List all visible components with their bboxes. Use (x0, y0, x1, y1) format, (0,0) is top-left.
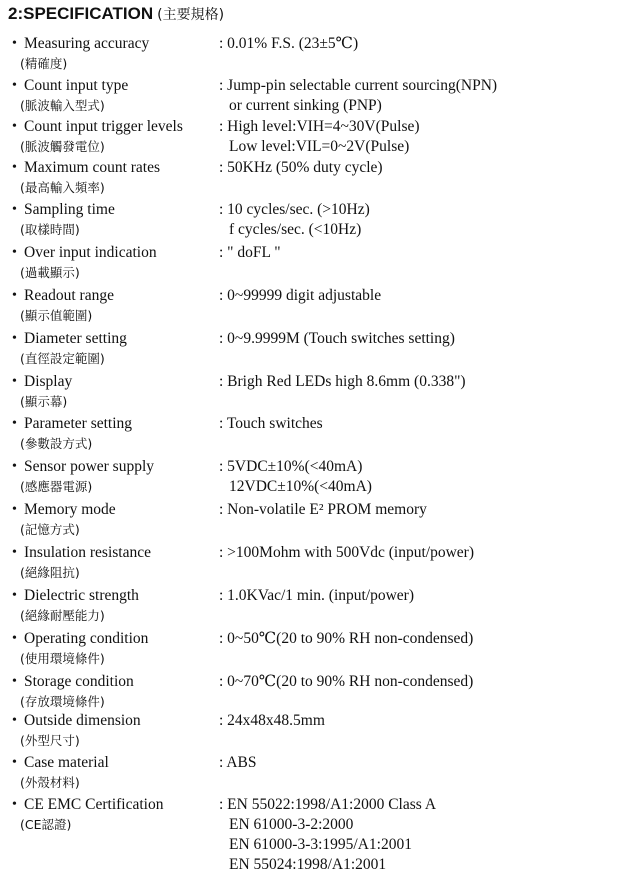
spec-label-chinese: (直徑設定範圍) (20, 351, 105, 366)
spec-value-line: : 0~9.9999M (Touch switches setting) (219, 330, 455, 347)
spec-value-line: : >100Mohm with 500Vdc (input/power) (219, 544, 474, 561)
bullet-icon: • (12, 545, 17, 560)
spec-value (219, 414, 323, 434)
bullet-icon: • (12, 502, 17, 517)
bullet-icon: • (12, 202, 17, 217)
spec-value (219, 372, 466, 392)
spec-label-chinese: (CE認證) (20, 817, 72, 832)
spec-label: Count input trigger levels (24, 118, 183, 135)
spec-value-line: : Brigh Red LEDs high 8.6mm (0.338") (219, 373, 466, 390)
spec-value-line: : 0~99999 digit adjustable (219, 287, 382, 304)
spec-value (219, 457, 372, 497)
spec-label: Sensor power supply (24, 458, 155, 475)
bullet-icon: • (12, 631, 17, 646)
spec-label: Memory mode (24, 501, 116, 518)
spec-value (219, 243, 281, 263)
spec-value-line: : 24x48x48.5mm (219, 712, 325, 729)
spec-label-chinese: (脈波觸發電位) (20, 139, 105, 154)
spec-label-chinese: (絕緣耐壓能力) (20, 608, 105, 623)
spec-label: Sampling time (24, 201, 115, 218)
spec-value-line: f cycles/sec. (<10Hz) (229, 221, 362, 238)
spec-value (219, 753, 256, 773)
spec-label: Count input type (24, 77, 129, 94)
spec-label: Parameter setting (24, 415, 133, 432)
spec-label: Diameter setting (24, 330, 127, 347)
spec-label-chinese: (使用環境條件) (20, 651, 105, 666)
spec-value-line: : ABS (219, 754, 257, 771)
spec-value-line: : EN 55022:1998/A1:2000 Class A (219, 796, 437, 813)
bullet-icon: • (12, 160, 17, 175)
spec-value (219, 117, 420, 157)
spec-label: Maximum count rates (24, 159, 161, 176)
spec-value (219, 158, 383, 178)
spec-label: Measuring accuracy (24, 35, 150, 52)
bullet-icon: • (12, 459, 17, 474)
spec-label-chinese: (參數設方式) (20, 436, 93, 451)
bullet-icon: • (12, 119, 17, 134)
bullet-icon: • (12, 78, 17, 93)
bullet-icon: • (12, 713, 17, 728)
spec-label-chinese: (最高輸入頻率) (20, 180, 105, 195)
bullet-icon: • (12, 674, 17, 689)
spec-value-line: Low level:VIL=0~2V(Pulse) (229, 138, 410, 155)
spec-label-chinese: (精確度) (20, 56, 68, 71)
spec-label-chinese: (存放環境條件) (20, 694, 105, 709)
spec-label-chinese: (過載顯示) (20, 265, 80, 280)
spec-label-chinese: (絕緣阻抗) (20, 565, 80, 580)
spec-value-line: : 0~50℃(20 to 90% RH non-condensed) (219, 630, 474, 647)
spec-value (219, 672, 473, 692)
spec-value (219, 500, 427, 520)
spec-subtitle: (主要規格) (157, 7, 225, 23)
spec-value-line: : 0~70℃(20 to 90% RH non-condensed) (219, 673, 474, 690)
spec-value-line: 12VDC±10%(<40mA) (229, 478, 372, 495)
spec-value-line: : 5VDC±10%(<40mA) (219, 458, 363, 475)
spec-label-chinese: (脈波輸入型式) (20, 98, 105, 113)
spec-value-line: : 0.01% F.S. (23±5℃) (219, 35, 359, 52)
spec-label: Outside dimension (24, 712, 141, 729)
spec-label: CE EMC Certification (24, 796, 164, 813)
spec-label: Insulation resistance (24, 544, 151, 561)
bullet-icon: • (12, 288, 17, 303)
spec-value (219, 76, 497, 116)
spec-label-chinese: (顯示幕) (20, 394, 68, 409)
spec-label: Storage condition (24, 673, 134, 690)
bullet-icon: • (12, 374, 17, 389)
spec-value-line: EN 61000-3-3:1995/A1:2001 (229, 836, 412, 853)
bullet-icon: • (12, 245, 17, 260)
bullet-icon: • (12, 36, 17, 51)
spec-label: Display (24, 373, 73, 390)
spec-label: Dielectric strength (24, 587, 139, 604)
spec-value-line: : 50KHz (50% duty cycle) (219, 159, 383, 176)
spec-value (219, 34, 358, 54)
spec-value (219, 795, 436, 875)
spec-value-line: EN 61000-3-2:2000 (229, 816, 354, 833)
spec-value-line: : 10 cycles/sec. (>10Hz) (219, 201, 370, 218)
spec-value-line: or current sinking (PNP) (229, 97, 382, 114)
bullet-icon: • (12, 331, 17, 346)
spec-label-chinese: (感應器電源) (20, 479, 93, 494)
bullet-icon: • (12, 416, 17, 431)
spec-label: Over input indication (24, 244, 157, 261)
spec-value (219, 543, 474, 563)
spec-value (219, 586, 414, 606)
bullet-icon: • (12, 588, 17, 603)
bullet-icon: • (12, 755, 17, 770)
spec-value (219, 629, 473, 649)
spec-value-line: EN 55024:1998/A1:2001 (229, 856, 387, 873)
spec-value (219, 711, 325, 731)
spec-value (219, 200, 370, 240)
spec-value-line: : Jump-pin selectable current sourcing(NPN) (219, 77, 498, 94)
spec-value-line: : 1.0KVac/1 min. (input/power) (219, 587, 415, 604)
spec-label-chinese: (外型尺寸) (20, 733, 80, 748)
spec-value-line: : Touch switches (219, 415, 323, 432)
bullet-icon: • (12, 797, 17, 812)
spec-title: 2:SPECIFICATION (8, 4, 154, 23)
spec-label-chinese: (取樣時間) (20, 222, 80, 237)
spec-label: Operating condition (24, 630, 149, 647)
spec-value-line: : Non-volatile E² PROM memory (219, 501, 427, 518)
spec-label-chinese: (外殼材料) (20, 775, 80, 790)
spec-value (219, 329, 455, 349)
spec-label: Case material (24, 754, 109, 771)
spec-label-chinese: (記憶方式) (20, 522, 80, 537)
spec-label-chinese: (顯示值範圍) (20, 308, 93, 323)
spec-value-line: : High level:VIH=4~30V(Pulse) (219, 118, 420, 135)
spec-value (219, 286, 381, 306)
spec-label: Readout range (24, 287, 114, 304)
spec-value-line: : " doFL " (219, 244, 281, 261)
spec-heading (8, 4, 224, 24)
